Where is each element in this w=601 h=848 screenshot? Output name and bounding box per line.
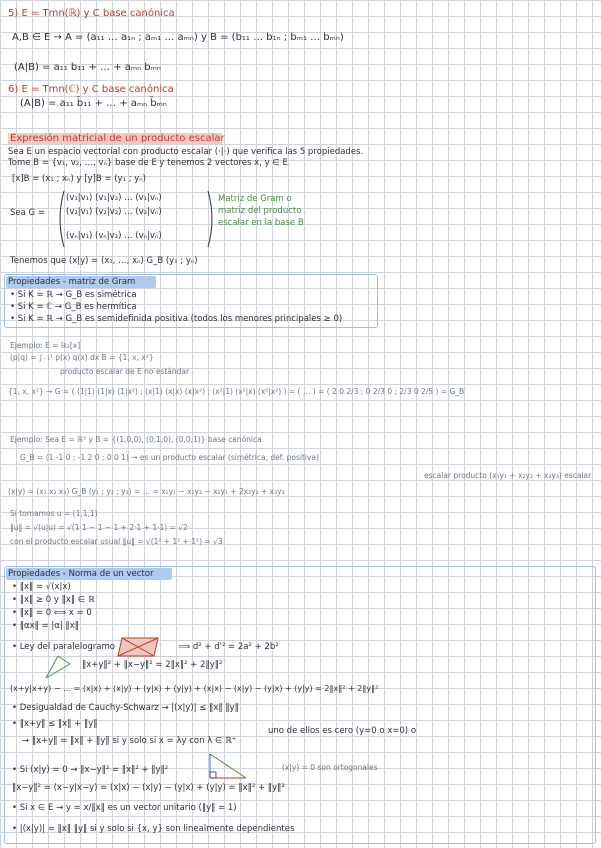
prop-gram-item3: • Si K = ℝ → G_B es semidefinida positiva (todos los menores principales ≥ 0)	[10, 314, 343, 324]
ej1-line1: Ejemplo: E = ℝ₂[x]	[10, 341, 81, 350]
sec6-line2: (A|B) = a₁₁ b̄₁₁ + … + aₘₙ b̄ₘₙ	[20, 98, 167, 109]
sec5-line1: 5) E = Tmn(ℝ) y C base canónica	[8, 8, 175, 19]
ej2-line2: G_B = (1 -1 0 ; -1 2 0 ; 0 0 1) → es un producto escalar (simétrica, def. positiva)	[20, 453, 319, 462]
norma-item6: (x+y|x+y) − … = (x|x) + (x|y) + (y|x) + (y|y) + (x|x) − (x|y) − (y|x) + (y|y) = 2‖x‖² + 2‖y‖²	[10, 684, 379, 693]
matrix-left-paren	[56, 190, 66, 248]
orthogonal-vectors-icon	[206, 752, 250, 782]
norma-item5: • Ley del paralelogramo	[12, 642, 115, 652]
expr-tenemos: Tenemos que (x|y) = (x₁, …, xₙ) G_B (y₁ ; yₙ)	[10, 256, 198, 266]
ej1-line4: {1, x, x²} → G = ( (1|1) (1|x) (1|x²) ; (x|1) (x|x) (x|x²) ; (x²|1) (x²|x) (x²|x²) ) = ( … ) = ( 2 0 2/3 ; 0 2/3 0 ; 2/3 0 2/5 ) = G_B	[8, 387, 465, 396]
gram-note2: matriz del producto	[218, 206, 302, 216]
prop-gram-item1: • Si K = ℝ → G_B es simétrica	[10, 290, 137, 300]
norma-item11: ‖x−y‖² = (x−y|x−y) = (x|x) − (x|y) − (y|x) + (y|y) = ‖x‖² + ‖y‖²	[12, 783, 285, 793]
sec5-line2: A,B ∈ E → A = (a₁₁ … a₁ₙ ; aₘ₁ … aₘₙ) y B = (b₁₁ … b₁ₙ ; bₘ₁ … bₘₙ)	[12, 32, 344, 43]
vector-sum-icon	[44, 654, 74, 680]
gram-row3: (vₙ|v₁) (vₙ|v₂) … (vₙ|vₙ)	[66, 231, 162, 241]
ej2-line3: (x|y) = (x₁ x₂ x₃) G_B (y₁ ; y₂ ; y₃) = … = x₁y₁ − x₁y₂ − x₂y₁ + 2x₂y₂ + x₃y₃	[8, 487, 285, 496]
parallelogram-icon	[112, 636, 160, 658]
expr-line1: Sea E un espacio vectorial con producto escalar (·|·) que verifica las 5 propiedades.	[8, 147, 364, 157]
norma-item9-note: uno de ellos es cero (y=0 o x=0) o	[268, 726, 417, 736]
sec5-line3: (A|B) = a₁₁ b₁₁ + … + aₘₙ bₘₙ	[14, 62, 161, 73]
norma-item1: • ‖x‖ = √(x|x)	[12, 582, 71, 592]
ej2-line1: Ejemplo: Sea E = ℝ³ y B = {(1,0,0), (0,1,0), (0,0,1)} base canónica	[10, 435, 262, 444]
gram-row2: (v₂|v₁) (v₂|v₂) … (v₂|vₙ)	[66, 207, 162, 217]
norma-item7: • Desigualdad de Cauchy-Schwarz → |(x|y)| ≤ ‖x‖ ‖y‖	[12, 703, 239, 713]
ej1-line3: producto escalar de E no estándar	[60, 367, 190, 376]
sec6-line1: 6) E = Tmn(ℂ) y C base canónica	[8, 84, 174, 95]
norma-item9: → ‖x+y‖ = ‖x‖ + ‖y‖ si y solo si x = λy con λ ∈ ℝ⁺	[22, 736, 237, 746]
gram-row1: (v₁|v₁) (v₁|v₂) … (v₁|vₙ)	[66, 193, 162, 203]
matrix-right-paren	[206, 190, 216, 248]
norma-item13: • |(x|y)| = ‖x‖ ‖y‖ si y solo si {x, y} son linealmente dependientes	[12, 824, 295, 834]
expr-line3: [x]B = (x₁ ; xₙ) y [y]B = (y₁ ; yₙ)	[12, 174, 146, 184]
expr-line2: Tome B = {v₁, v₂, …, vₙ} base de E y tenemos 2 vectores x, y ∈ E	[8, 158, 288, 168]
norma-item12: • Si x ∈ E → y = x/‖x‖ es un vector unitario (‖y‖ = 1)	[12, 803, 237, 813]
norma-item5c: ‖x+y‖² + ‖x−y‖² = 2‖x‖² + 2‖y‖²	[82, 660, 223, 670]
ej2-line5: ‖u‖ = √(u|u) = √(1·1 − 1 − 1 + 2·1 + 1·1) = √2	[10, 523, 188, 532]
ej2-line6: con el producto escalar usual ‖u‖ = √(1² + 1² + 1²) = √3	[10, 537, 223, 546]
ej1-line2: (p|q) = ∫₋₁¹ p(x) q(x) dx B = {1, x, x²}	[10, 353, 154, 362]
ej2-line4: Si tomamos u = (1,1,1)	[10, 509, 98, 518]
expr-title: Expresión matricial de un producto escalar	[10, 133, 225, 144]
norma-item10-note: (x|y) = 0 son ortogonales	[282, 763, 378, 772]
norma-item8: • ‖x+y‖ ≤ ‖x‖ + ‖y‖	[12, 719, 98, 729]
norma-item5b: ⟹ d² + d'² = 2a² + 2b²	[178, 642, 279, 652]
prop-gram-item2: • Si K = ℂ → G_B es hermítica	[10, 302, 137, 312]
expr-sea: Sea G =	[10, 208, 45, 218]
ej2-note: escalar producto (x₁y₁ + x₂y₂ + x₃y₃) escalar	[424, 471, 592, 480]
prop-gram-title: Propiedades - matriz de Gram	[8, 277, 136, 287]
norma-item3: • ‖x‖ = 0 ⟺ x = 0	[12, 608, 92, 618]
gram-note1: Matriz de Gram o	[218, 194, 292, 204]
gram-note3: escalar en la base B	[218, 218, 304, 228]
norma-item4: • ‖αx‖ = |α| ‖x‖	[12, 621, 79, 631]
norma-item10: • Si (x|y) = 0 → ‖x−y‖² = ‖x‖² + ‖y‖²	[12, 765, 169, 775]
prop-norma-title: Propiedades - Norma de un vector	[8, 569, 154, 579]
norma-item2: • ‖x‖ ≥ 0 y ‖x‖ ∈ ℝ	[12, 595, 95, 605]
